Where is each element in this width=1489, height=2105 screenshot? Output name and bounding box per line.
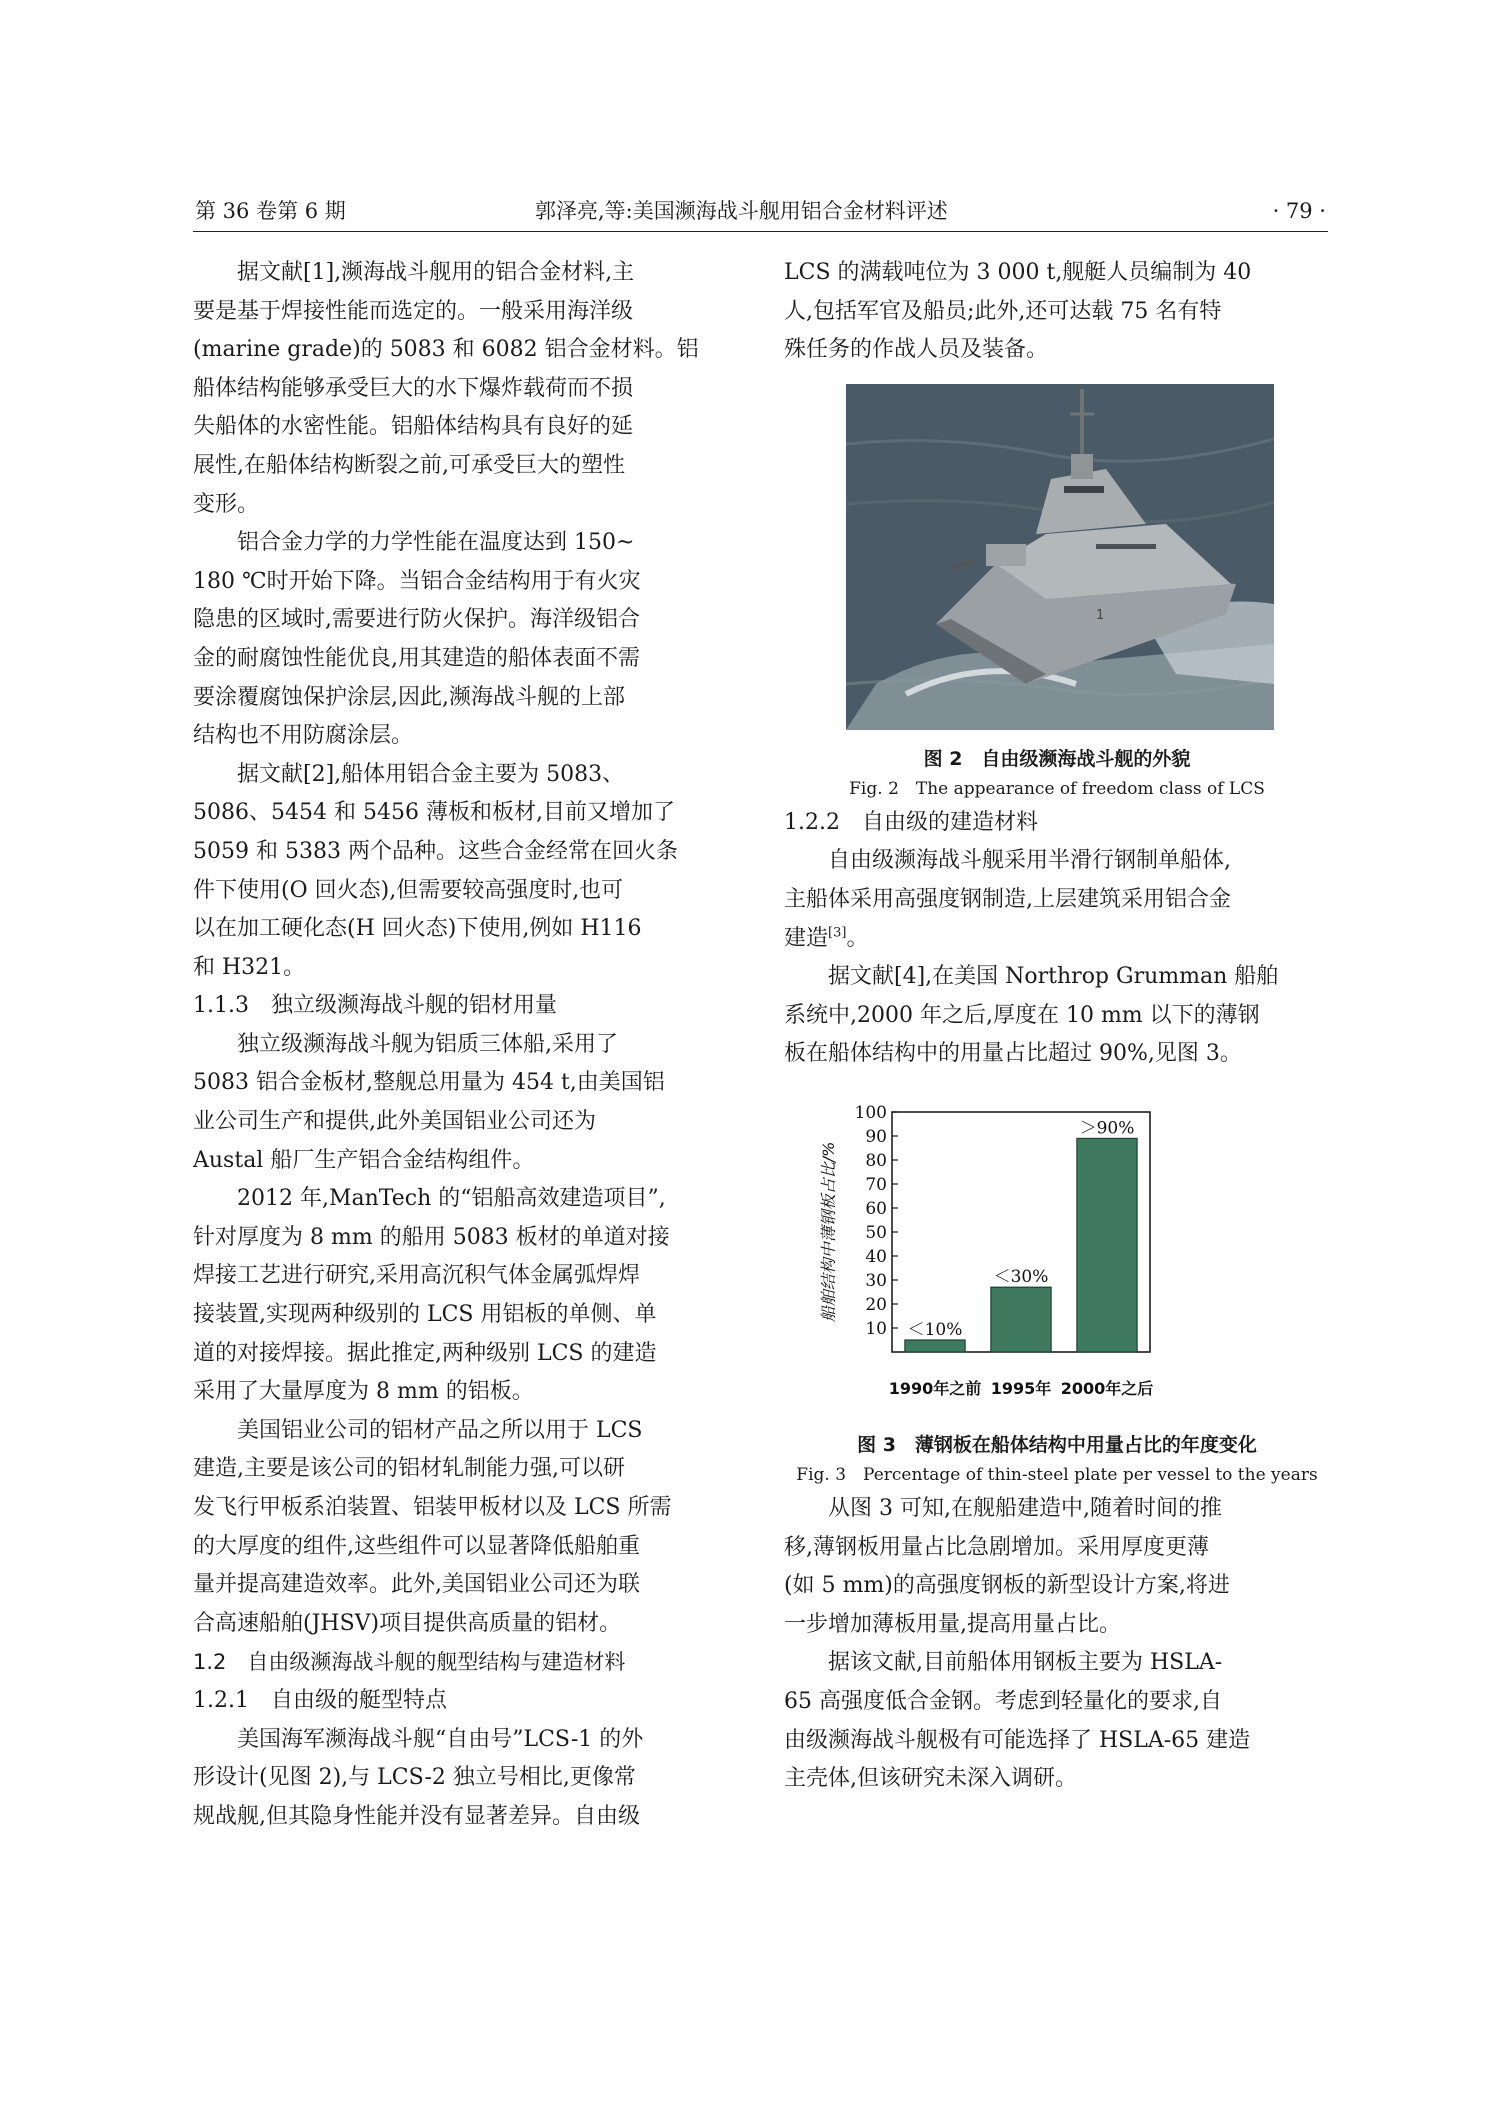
y-tick-label: 90 (865, 1126, 887, 1147)
text-line: 美国海军濒海战斗舰“自由号”LCS-1 的外 (237, 1726, 644, 1752)
citation-ref: [3] (828, 925, 847, 941)
y-tick-label: 20 (865, 1294, 887, 1315)
text-line: 要是基于焊接性能而选定的。一般采用海洋级 (193, 298, 634, 324)
text-line: 隐患的区域时,需要进行防火保护。海洋级铝合 (193, 607, 640, 633)
figure-2-caption-cn: 图 2 自由级濒海战斗舰的外貌 (923, 747, 1191, 770)
text-line: 据该文献,目前船体用钢板主要为 HSLA- (828, 1650, 1223, 1676)
text-line: 铝合金力学的力学性能在温度达到 150~ (237, 530, 635, 556)
ship-photo (846, 384, 1274, 730)
text-line: 件下使用(O 回火态),但需要较高强度时,也可 (193, 877, 624, 903)
section-heading-1-2: 1.2 自由级濒海战斗舰的舰型结构与建造材料 (193, 1650, 626, 1675)
y-axis-label: 船舶结构中薄钢板占比/% (819, 1141, 838, 1323)
text-line: 接装置,实现两种级别的 LCS 用铝板的单侧、单 (193, 1302, 657, 1328)
text-line: 美国铝业公司的铝材产品之所以用于 LCS (237, 1417, 643, 1443)
section-heading-1-2-2: 1.2.2 自由级的建造材料 (784, 809, 1038, 835)
text-line: 由级濒海战斗舰极有可能选择了 HSLA-65 建造 (784, 1727, 1251, 1753)
text-line: 船体结构能够承受巨大的水下爆炸载荷而不损 (193, 375, 634, 401)
text-line: (marine grade)的 5083 和 6082 铝合金材料。铝 (193, 337, 699, 363)
y-tick-label: 10 (865, 1318, 887, 1339)
page-number: · 79 · (1272, 199, 1326, 223)
running-header (193, 197, 1328, 232)
text-line: 针对厚度为 8 mm 的船用 5083 板材的单道对接 (193, 1224, 670, 1250)
y-tick-label: 70 (865, 1174, 887, 1195)
paragraph (784, 254, 1330, 370)
text-line: 金的耐腐蚀性能优良,用其建造的船体表面不需 (193, 645, 640, 671)
text-line: 焊接工艺进行研究,采用高沉积气体金属弧焊焊 (193, 1263, 640, 1289)
x-tick-label: 2000年之后 (1060, 1378, 1154, 1398)
text-line: 以在加工硬化态(H 回火态)下使用,例如 H116 (193, 916, 642, 942)
text-line: 规战舰,但其隐身性能并没有显著差异。自由级 (193, 1803, 640, 1829)
y-tick-label: 100 (854, 1102, 887, 1123)
text-line: 结构也不用防腐涂层。 (193, 723, 414, 749)
text-line: 自由级濒海战斗舰采用半滑行钢制单船体, (828, 848, 1231, 874)
text-line: 业公司生产和提供,此外美国铝业公司还为 (193, 1109, 596, 1135)
text-line: 独立级濒海战斗舰为铝质三体船,采用了 (237, 1031, 618, 1057)
text-line: Austal 船厂生产铝合金结构组件。 (193, 1147, 535, 1173)
y-tick-label: 80 (865, 1150, 887, 1171)
paragraph (784, 1644, 1330, 1798)
figure-3-chart (784, 1094, 1330, 1424)
svg-text:1: 1 (1096, 607, 1105, 623)
data-label: ＜10% (907, 1319, 963, 1340)
figure-2-caption-en: Fig. 2 The appearance of freedom class of LCS (849, 778, 1265, 799)
text-line: 从图 3 可知,在舰船建造中,随着时间的推 (828, 1495, 1222, 1521)
right-column (784, 254, 1330, 1799)
text-line: 5086、5454 和 5456 薄板和板材,目前又增加了 (193, 800, 675, 826)
text-line: 殊任务的作战人员及装备。 (784, 337, 1049, 363)
text-line: 和 H321。 (193, 954, 306, 980)
x-tick-label: 1990年之前 (888, 1378, 982, 1398)
text-line: 据文献[4],在美国 Northrop Grumman 船舶 (828, 964, 1279, 990)
text-line: 要涂覆腐蚀保护涂层,因此,濒海战斗舰的上部 (193, 684, 625, 710)
text-line: 建造,主要是该公司的铝材轧制能力强,可以研 (193, 1456, 625, 1482)
paragraph (784, 958, 1330, 1074)
text-line: 变形。 (193, 491, 260, 517)
bar (1077, 1138, 1137, 1352)
text-line: 合高速船舶(JHSV)项目提供高质量的铝材。 (193, 1610, 622, 1636)
paragraph (193, 254, 739, 524)
text-line: 采用了大量厚度为 8 mm 的铝板。 (193, 1379, 534, 1405)
paragraph (784, 842, 1330, 958)
text-line: 系统中,2000 年之后,厚度在 10 mm 以下的薄钢 (784, 1002, 1260, 1028)
text-line: (如 5 mm)的高强度钢板的新型设计方案,将进 (784, 1573, 1230, 1599)
text-line: 板在船体结构中的用量占比超过 90%,见图 3。 (784, 1041, 1242, 1067)
data-label: ＜30% (993, 1267, 1049, 1288)
text-line: 5083 铝合金板材,整舰总用量为 454 t,由美国铝 (193, 1070, 665, 1096)
y-tick-label: 60 (865, 1198, 887, 1219)
y-tick-label: 40 (865, 1246, 887, 1267)
y-tick-label: 50 (865, 1222, 887, 1243)
bar (905, 1340, 965, 1352)
data-label: ＞90% (1079, 1118, 1135, 1139)
text-line: 据文献[1],濒海战斗舰用的铝合金材料,主 (237, 260, 635, 285)
text-span: 。 (846, 925, 869, 951)
text-line: 一步增加薄板用量,提高用量占比。 (784, 1611, 1121, 1637)
paragraph (193, 1721, 739, 1837)
paragraph (193, 1412, 739, 1644)
article-title-header: 郭泽亮,等:美国濒海战斗舰用铝合金材料评述 (535, 199, 948, 223)
x-tick-label: 1995年 (990, 1378, 1052, 1398)
text-span: 建造 (784, 925, 829, 951)
text-line: 道的对接焊接。据此推定,两种级别 LCS 的建造 (193, 1340, 657, 1366)
text-line: 失船体的水密性能。铝船体结构具有良好的延 (193, 414, 634, 440)
text-line: LCS 的满载吨位为 3 000 t,舰艇人员编制为 40 (784, 260, 1252, 285)
paragraph (193, 524, 739, 756)
y-tick-label: 30 (865, 1270, 887, 1291)
text-line: 人,包括军官及船员;此外,还可达载 75 名有特 (784, 298, 1222, 324)
figure-3-caption-en: Fig. 3 Percentage of thin-steel plate per vessel to the years (796, 1464, 1318, 1485)
section-heading-1-2-1: 1.2.1 自由级的艇型特点 (193, 1687, 447, 1713)
text-line: 展性,在船体结构断裂之前,可承受巨大的塑性 (193, 452, 625, 478)
section-heading-1-1-3: 1.1.3 独立级濒海战斗舰的铝材用量 (193, 993, 557, 1019)
figure-3-caption-cn: 图 3 薄钢板在船体结构中用量占比的年度变化 (857, 1433, 1257, 1456)
text-line: 移,薄钢板用量占比急剧增加。采用厚度更薄 (784, 1534, 1209, 1560)
bar-chart-svg (784, 1094, 1330, 1424)
left-column (193, 254, 739, 1836)
paragraph (193, 1026, 739, 1180)
paragraph (193, 756, 739, 988)
text-line (784, 920, 1330, 959)
text-line: 2012 年,ManTech 的“铝船高效建造项目”, (237, 1186, 666, 1212)
paragraph (193, 1180, 739, 1412)
text-line: 主船体采用高强度钢制造,上层建筑采用铝合金 (784, 886, 1231, 912)
text-line: 的大厚度的组件,这些组件可以显著降低船舶重 (193, 1533, 640, 1559)
ship-illustration (846, 384, 1274, 730)
text-line: 65 高强度低合金钢。考虑到轻量化的要求,自 (784, 1688, 1222, 1714)
text-line: 180 ℃时开始下降。当铝合金结构用于有火灾 (193, 568, 641, 594)
text-line: 量并提高建造效率。此外,美国铝业公司还为联 (193, 1572, 640, 1598)
bar (991, 1287, 1051, 1352)
journal-issue: 第 36 卷第 6 期 (195, 199, 346, 223)
paragraph (784, 1490, 1330, 1644)
text-line: 5059 和 5383 两个品种。这些合金经常在回火条 (193, 838, 678, 864)
text-line: 主壳体,但该研究未深入调研。 (784, 1766, 1077, 1792)
text-line: 据文献[2],船体用铝合金主要为 5083、 (237, 761, 625, 787)
text-line: 形设计(见图 2),与 LCS-2 独立号相比,更像常 (193, 1765, 636, 1791)
text-line: 发飞行甲板系泊装置、铝装甲板材以及 LCS 所需 (193, 1495, 672, 1520)
